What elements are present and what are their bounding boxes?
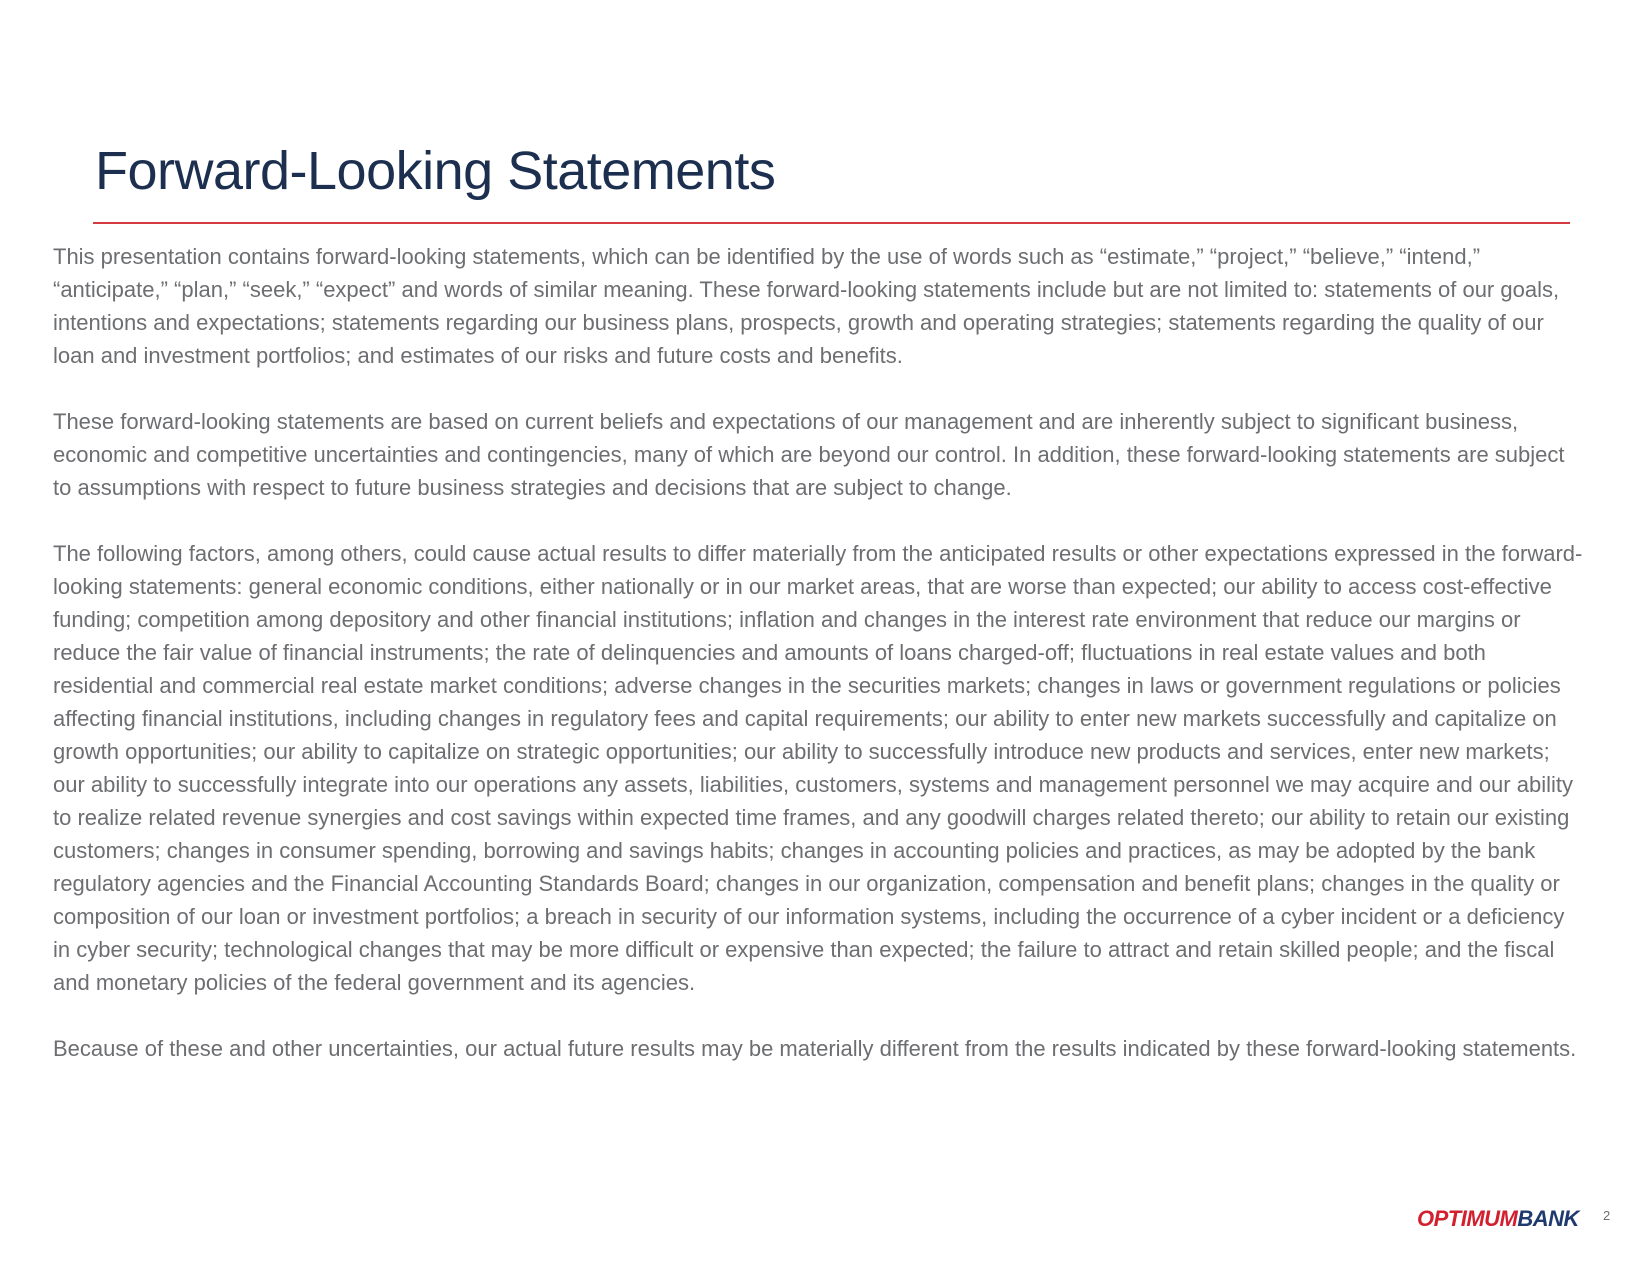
paragraph-conclusion: Because of these and other uncertainties, our actual future results may be materially different from the results indicated by these forward-looking statements. bbox=[53, 1036, 1577, 1061]
paragraph-intro: This presentation contains forward-looking statements, which can be identified by the use of words such as “estimate,” “project,” “believe,” “intend,” “anticipate,” “plan,” “seek,” “expect” and words of similar meaning. These forward-looking statements include but are not limited to: statements of our goals, intentions and expectations; statements regarding our business plans, prospects, growth and operating strategies; statements regarding the quality of our loan and investment portfolios; and estimates of our risks and future costs and benefits. bbox=[53, 244, 1560, 368]
page-title: Forward-Looking Statements bbox=[95, 141, 776, 201]
paragraph-factors: The following factors, among others, could cause actual results to differ materially from the anticipated results or other expectations expressed in the forward-looking statements: general economic conditions, either nationally or in our market areas, that are worse than expected; our ability to access cost-effective funding; competition among depository and other financial institutions; inflation and changes in the interest rate environment that reduce our margins or reduce the fair value of financial instruments; the rate of delinquencies and amounts of loans charged-off; fluctuations in real estate values and both residential and commercial real estate market conditions; adverse changes in the securities markets; changes in laws or government regulations or policies affecting financial institutions, including changes in regulatory fees and capital requirements; our ability to enter new markets successfully and capitalize on growth opportunities; our ability to capitalize on strategic opportunities; our ability to successfully introduce new products and services, enter new markets; our ability to successfully integrate into our operations any assets, liabilities, customers, systems and management personnel we may acquire and our ability to realize related revenue synergies and cost savings within expected time frames, and any goodwill charges related thereto; our ability to retain our existing customers; changes in consumer spending, borrowing and savings habits; changes in accounting policies and practices, as may be adopted by the bank regulatory agencies and the Financial Accounting Standards Board; changes in our organization, compensation and benefit plans; changes in the quality or composition of our loan or investment portfolios; a breach in security of our information systems, including the occurrence of a cyber incident or a deficiency in cyber security; technological changes that may be more difficult or expensive than expected; the failure to attract and retain skilled people; and the fiscal and monetary policies of the federal government and its agencies. bbox=[53, 541, 1583, 995]
body-text bbox=[53, 240, 1583, 1098]
paragraph-basis: These forward-looking statements are based on current beliefs and expectations of our management and are inherently subject to significant business, economic and competitive uncertainties and contingencies, many of which are beyond our control. In addition, these forward-looking statements are subject to assumptions with respect to future business strategies and decisions that are subject to change. bbox=[53, 409, 1565, 500]
page-number: 2 bbox=[1603, 1208, 1611, 1223]
logo-bank-text: BANK bbox=[1517, 1206, 1579, 1231]
optimumbank-logo bbox=[1417, 1206, 1579, 1232]
logo-optimum-text: OPTIMUM bbox=[1417, 1206, 1518, 1231]
title-divider bbox=[93, 222, 1570, 224]
